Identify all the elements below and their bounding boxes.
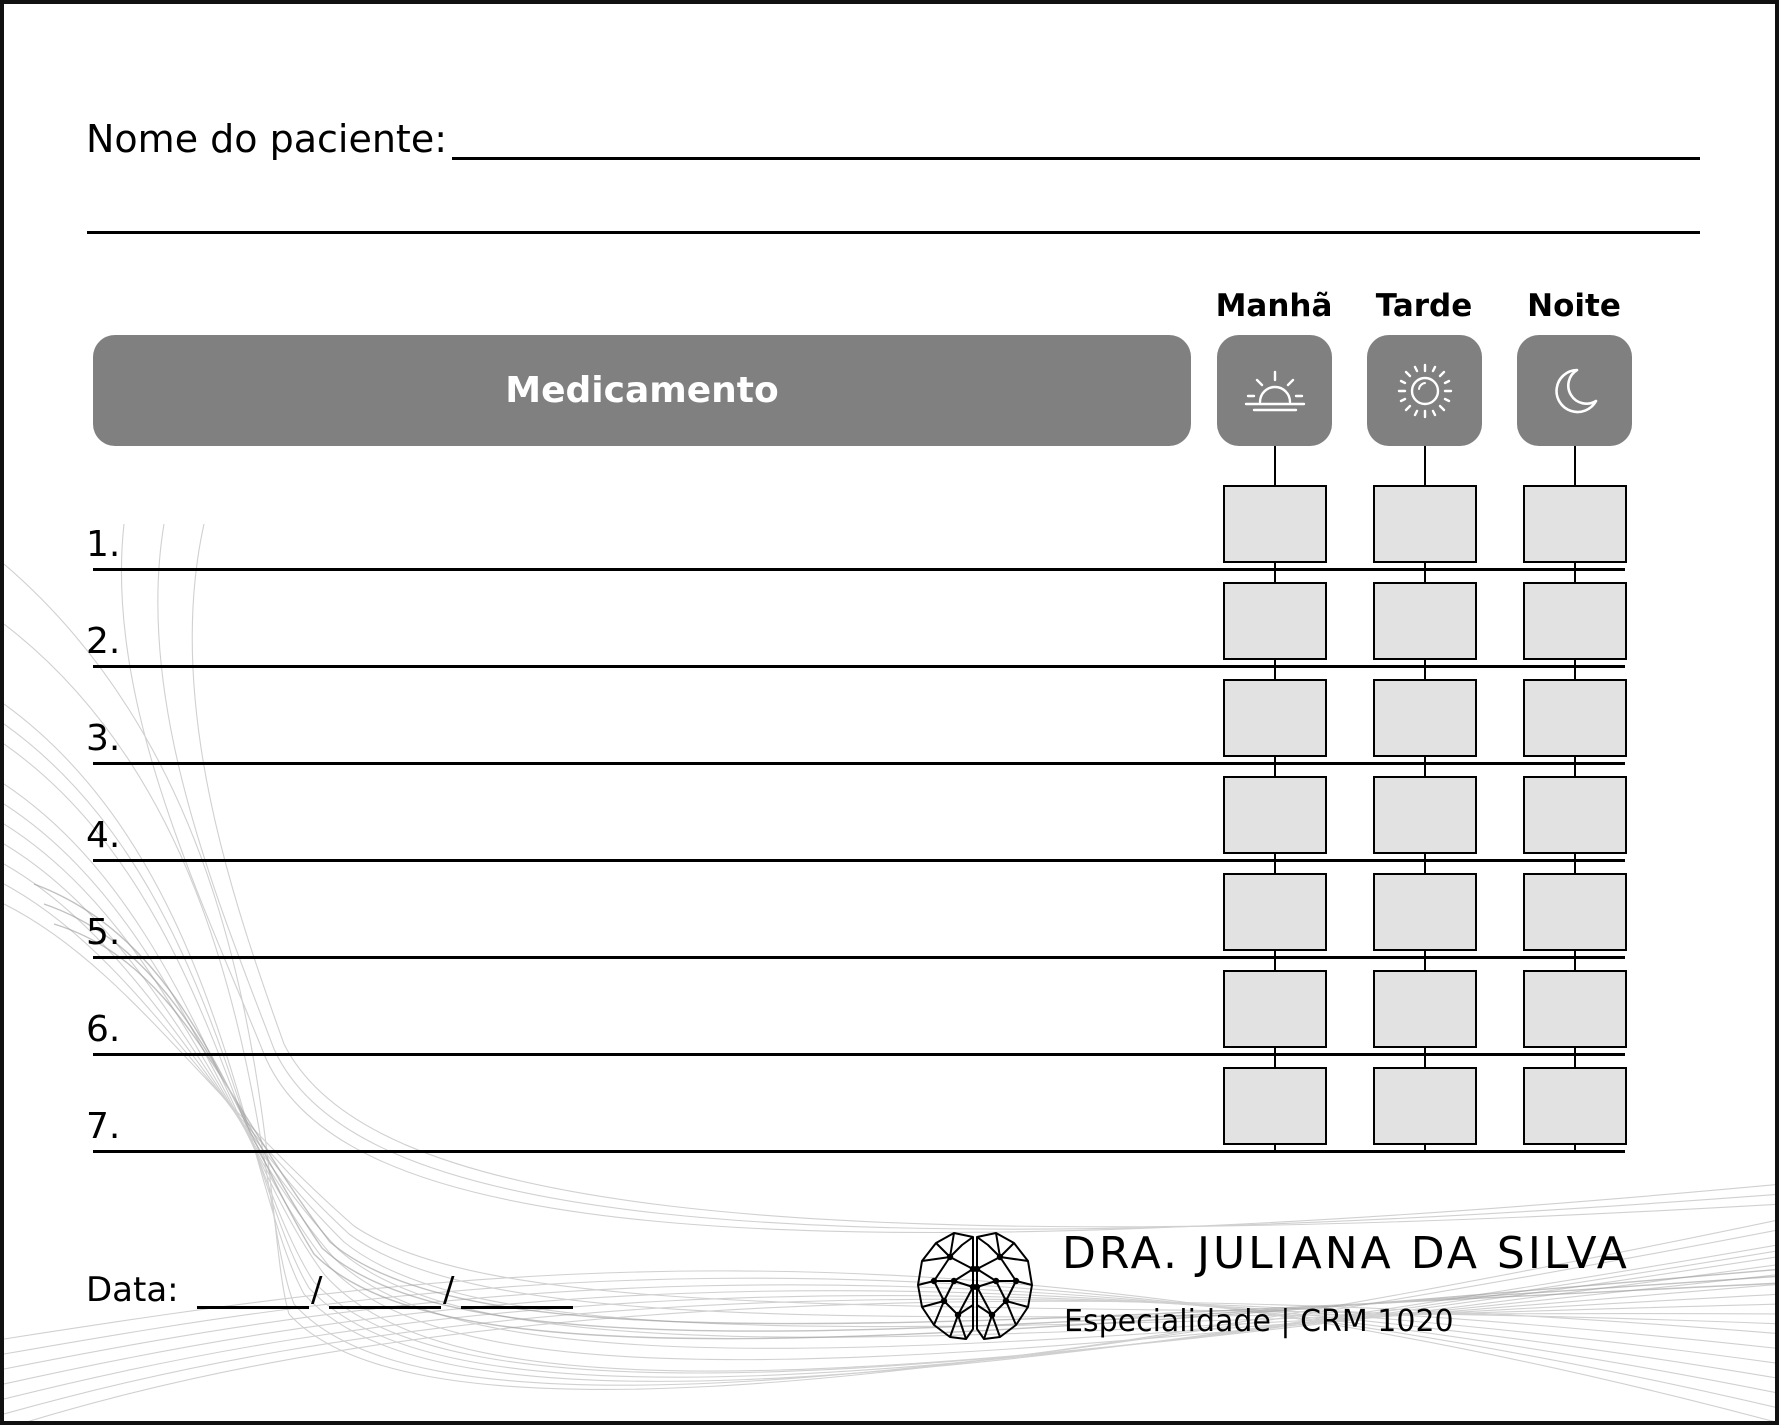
row-number: 3. (86, 718, 121, 759)
medication-line[interactable] (93, 956, 1625, 959)
checkbox-afternoon[interactable] (1373, 679, 1477, 757)
patient-name-label: Nome do paciente: (86, 117, 447, 161)
period-box-afternoon (1367, 335, 1482, 446)
checkbox-afternoon[interactable] (1373, 873, 1477, 951)
period-box-night (1517, 335, 1632, 446)
date-year-line[interactable] (461, 1306, 573, 1309)
checkbox-afternoon[interactable] (1373, 485, 1477, 563)
medication-header (93, 335, 1191, 446)
checkbox-night[interactable] (1523, 970, 1627, 1048)
date-day-line[interactable] (197, 1306, 309, 1309)
checkbox-morning[interactable] (1223, 582, 1327, 660)
checkbox-night[interactable] (1523, 582, 1627, 660)
checkbox-morning[interactable] (1223, 873, 1327, 951)
period-label-morning: Manhã (1215, 288, 1333, 324)
row-number: 2. (86, 621, 121, 662)
date-label: Data: (86, 1270, 179, 1310)
checkbox-morning[interactable] (1223, 679, 1327, 757)
row-number: 1. (86, 524, 121, 565)
medication-line[interactable] (93, 665, 1625, 668)
medication-line[interactable] (93, 568, 1625, 571)
checkbox-night[interactable] (1523, 679, 1627, 757)
doctor-name: DRA. JULIANA DA SILVA (1062, 1228, 1630, 1279)
brain-icon (914, 1229, 1036, 1345)
period-label-afternoon: Tarde (1375, 288, 1473, 324)
patient-name-line-2[interactable] (87, 231, 1700, 234)
checkbox-night[interactable] (1523, 485, 1627, 563)
medication-line[interactable] (93, 1053, 1625, 1056)
checkbox-afternoon[interactable] (1373, 970, 1477, 1048)
medication-header-label: Medicamento (505, 370, 779, 411)
doctor-specialty: Especialidade | CRM 1020 (1064, 1304, 1454, 1339)
sunrise-icon (1240, 366, 1310, 416)
checkbox-night[interactable] (1523, 776, 1627, 854)
medication-line[interactable] (93, 1150, 1625, 1153)
checkbox-night[interactable] (1523, 873, 1627, 951)
row-number: 5. (86, 912, 121, 953)
checkbox-morning[interactable] (1223, 1067, 1327, 1145)
period-box-morning (1217, 335, 1332, 446)
date-month-line[interactable] (329, 1306, 441, 1309)
date-separator: / (443, 1270, 455, 1310)
row-number: 4. (86, 815, 121, 856)
decorative-wave-background (4, 4, 1779, 1425)
medication-line[interactable] (93, 762, 1625, 765)
row-number: 7. (86, 1106, 121, 1147)
checkbox-afternoon[interactable] (1373, 582, 1477, 660)
checkbox-morning[interactable] (1223, 485, 1327, 563)
checkbox-afternoon[interactable] (1373, 776, 1477, 854)
checkbox-morning[interactable] (1223, 776, 1327, 854)
checkbox-morning[interactable] (1223, 970, 1327, 1048)
checkbox-night[interactable] (1523, 1067, 1627, 1145)
period-label-night: Noite (1527, 288, 1621, 324)
row-number: 6. (86, 1009, 121, 1050)
date-separator: / (311, 1270, 323, 1310)
checkbox-afternoon[interactable] (1373, 1067, 1477, 1145)
patient-name-line[interactable] (452, 157, 1700, 160)
sun-icon (1393, 359, 1457, 423)
medication-line[interactable] (93, 859, 1625, 862)
moon-icon (1547, 363, 1603, 419)
